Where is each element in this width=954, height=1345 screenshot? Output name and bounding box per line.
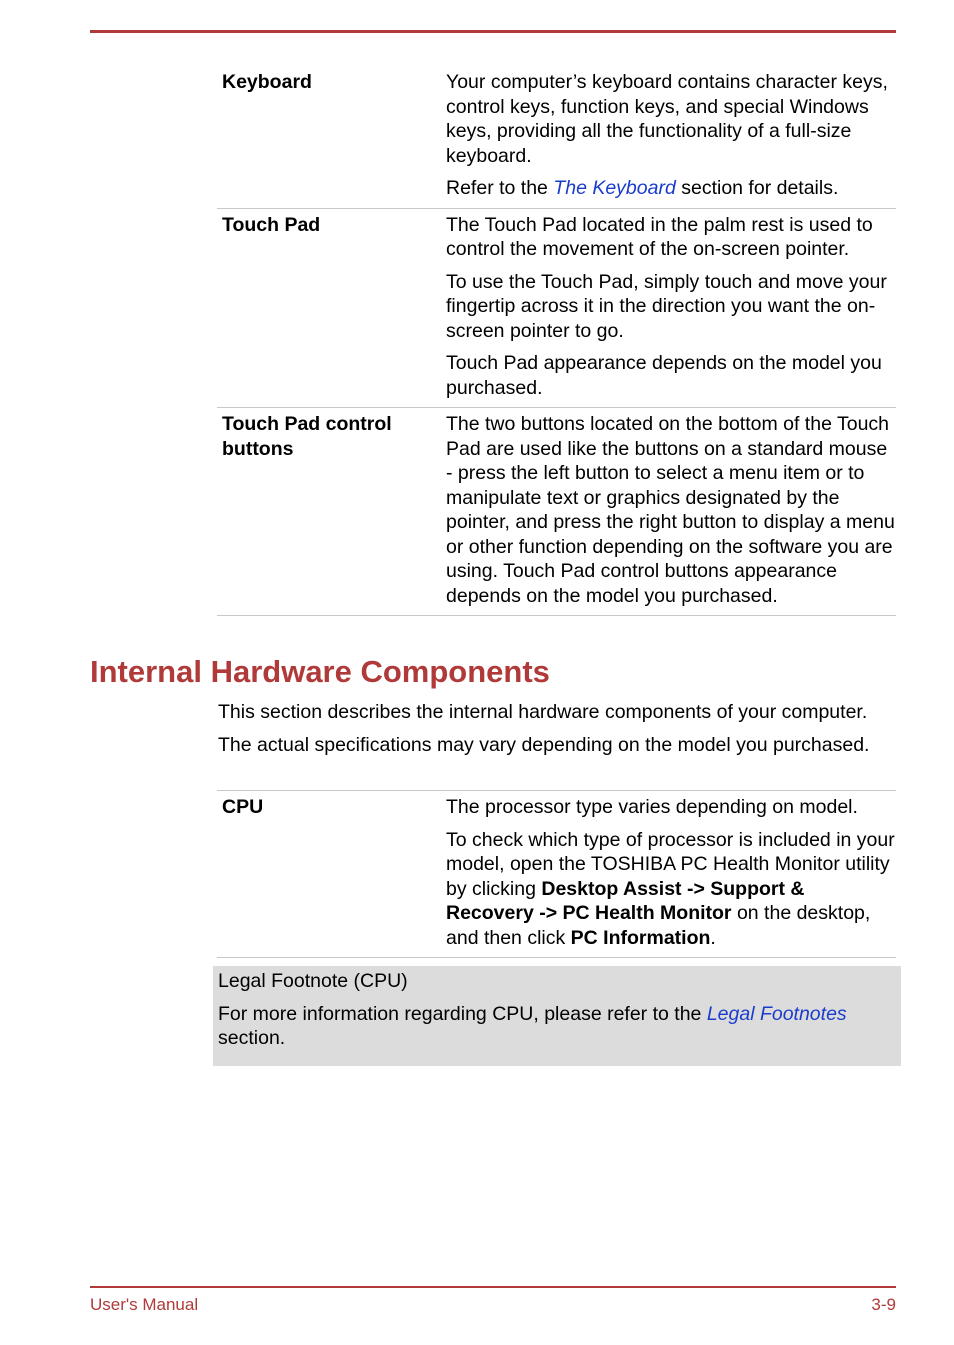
cpu-pc-information: PC Information (570, 926, 711, 949)
desc-keyboard (441, 70, 896, 201)
intro-paragraph: The actual specifications may vary depending on the model you purchased. (218, 733, 870, 756)
cpu-table (217, 790, 896, 958)
table-row-touch-pad (217, 209, 896, 409)
refer-before: Refer to the (446, 177, 554, 199)
desc-touch-pad-buttons (441, 412, 896, 608)
components-table (217, 66, 896, 616)
section-heading: Internal Hardware Components (90, 654, 550, 689)
desc-paragraph: Touch Pad appearance depends on the model you purchased. (446, 352, 882, 399)
section-intro (218, 700, 898, 765)
desc-paragraph: The processor type varies depending on model. (446, 796, 858, 818)
link-legal-footnotes[interactable]: Legal Footnotes (706, 1002, 847, 1025)
note-title: Legal Footnote (CPU) (218, 970, 408, 992)
desc-paragraph: To use the Touch Pad, simply touch and move your fingertip across it in the direction you want the on-screen pointer to go. (446, 270, 887, 342)
cpu-path: Desktop Assist -> Support & Recovery -> PC Health Monitor (446, 877, 805, 924)
refer-after: section for details. (675, 177, 839, 199)
table-row-touch-pad-buttons (217, 408, 896, 616)
table-row-keyboard (217, 66, 896, 209)
term-cpu: CPU (222, 796, 264, 818)
desc-refer (446, 176, 896, 201)
desc-cpu (441, 795, 896, 950)
term-keyboard: Keyboard (222, 71, 312, 93)
desc-paragraph: Your computer’s keyboard contains character keys, control keys, function keys, and special Windows keys, providing all the functionality of a full-size keyboard. (446, 71, 888, 167)
header-rule (90, 30, 896, 33)
desc-touch-pad (441, 213, 896, 401)
cpu-text-2: on the desktop, and then click (446, 902, 871, 949)
page-number: 3-9 (871, 1295, 896, 1314)
footer-title: User's Manual (90, 1295, 199, 1314)
desc-cpu-check (446, 828, 896, 951)
footer-rule (90, 1286, 896, 1288)
cpu-text-3: . (710, 926, 716, 949)
term-touch-pad-buttons: Touch Pad control buttons (222, 413, 392, 460)
desc-paragraph: The two buttons located on the bottom of the Touch Pad are used like the buttons on a standard mouse - press the left button to select a menu item or to manipulate text or graphics designated by the pointer, and press the right button to display a menu or other function depending on the software you are using. Touch Pad control buttons appearance depends on the model you purchased. (446, 413, 895, 607)
note-after: section. (218, 1027, 286, 1049)
legal-footnote-box (213, 966, 901, 1066)
desc-paragraph: The Touch Pad located in the palm rest is used to control the movement of the on-screen pointer. (446, 213, 873, 260)
note-before: For more information regarding CPU, please refer to the (218, 1002, 707, 1025)
link-the-keyboard[interactable]: The Keyboard (553, 177, 676, 199)
table-row-cpu (217, 790, 896, 958)
note-body (218, 1002, 896, 1051)
intro-paragraph: This section describes the internal hardware components of your computer. (218, 701, 868, 723)
term-touch-pad: Touch Pad (222, 213, 321, 236)
cpu-text-1: To check which type of processor is included in your model, open the TOSHIBA PC Health Monitor utility by clicking (446, 828, 895, 900)
